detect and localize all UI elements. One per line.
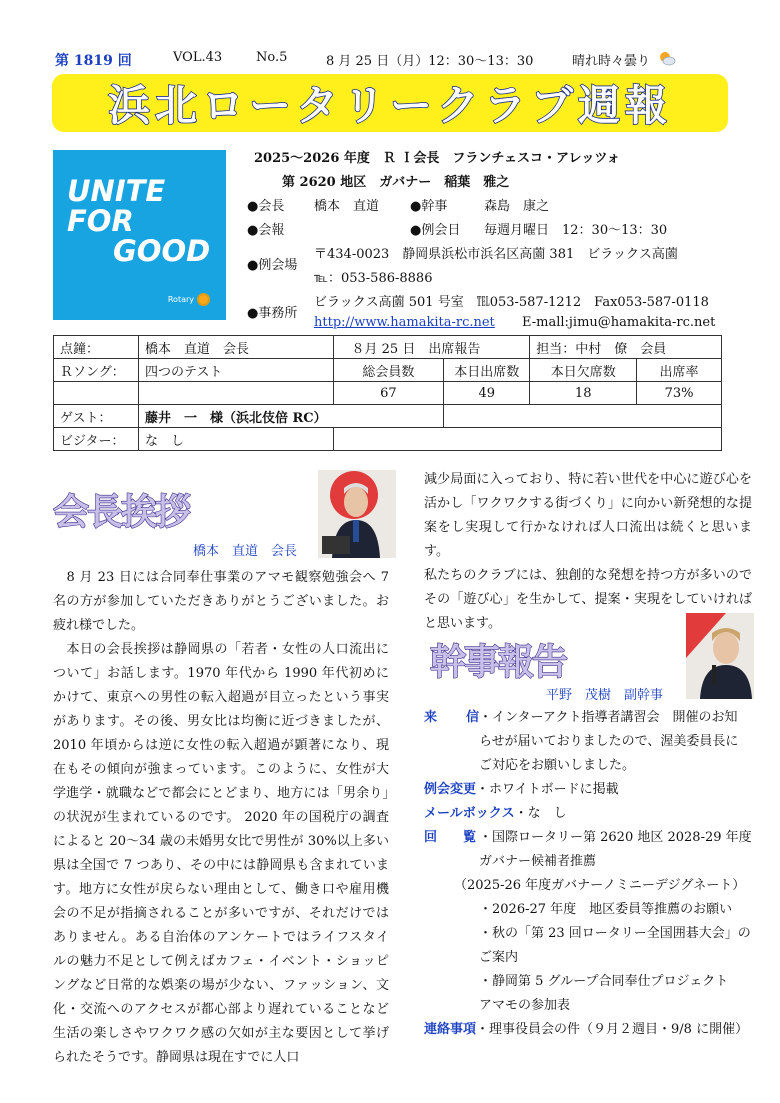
meeting-change-text: ・ホワイトボードに掲載 [476,782,619,797]
circulation-label: 回 覧 [424,830,477,845]
office-label: ●事務所 [247,306,298,321]
header-absent: 本日欠席数 [530,359,637,382]
header-total-members: 総会員数 [333,359,444,382]
incoming-mail-line2: らせが届いておりましたので、渥美委員長に [479,734,739,749]
song-label: Ｒソング： [54,359,139,382]
club-website-link[interactable]: http://www.hamakita-rc.net [314,315,495,330]
president-greeting-text: 8 月 23 日には合同奉仕事業のアマモ観察勉強会へ 7 名の方が参加していただきありがとうございました。お疲れ様でした。 本日の会長挨拶は静岡県の「若者・女性の人口流出について」お話します。1970 年代から 1990 年代初めにかけて、東京への男性の転入超過が目立ったという事実があります。その後、男女比は均衡に近づきましたが、2010 年頃からは逆に女性の転入超過が顕著になり、現在もその傾向が強まっています。このように、女性が大学進学・就職などで都会にとどまり、地方には「男余り」の状況が生まれているのです。 2020 年の国税庁の調査によると 20～34 歳の未婚男女比で男性が 30%以上多い県は全国で 7 つあり、その中には静岡県も含まれています。地方に女性が戻らない理由として、働き口や雇用機会の不足が指摘されることが多いですが、それだけではありません。ある自治体のアンケートではライフスタイルの魅力不足として例えばカフェ・イベント・ショッピングなど日常的な娯楽の場が少ない、ファッション、文化・交流へのアクセスが都心部より遅れていることなど生活の楽しさやワクワク感の欠如が主な要因として挙げられたそうです。静岡県は現在すでに人口 [53,570,389,1065]
attendance-charge: 担当：中村 僚 会員 [530,336,722,359]
guest-label: ゲスト： [54,405,139,428]
president-label: ●会長 [247,199,285,214]
circulation-line4: ・2026-27 年度 地区委員等推薦のお願い [479,902,733,917]
meeting-label: ●例会日 [410,223,461,238]
circulation-line5: ・秋の「第 23 回ロータリー全国囲碁大会」の [479,926,751,941]
meeting-change-label: 例会変更 [424,782,477,797]
mailbox-text: ・な し [514,806,567,821]
secretary-label: ●幹事 [410,199,448,214]
secretary-name: 森島 康之 [484,199,550,214]
attendance-table [53,335,722,451]
secretary-report-title: 幹事報告 [430,642,567,683]
circulation-line8: アマモの参加表 [479,998,571,1013]
venue-tel: ℡：053-586-8886 [314,271,433,286]
meeting-day: 毎週月曜日 12：30～13：30 [484,223,668,238]
meeting-datetime: 8 月 25 日（月）12：30～13：30 [326,54,534,69]
secretary-byline: 平野 茂樹 副幹事 [546,688,664,703]
rotary-wheel-icon: Rotary [168,293,210,306]
president-name: 橋本 直道 [314,199,380,214]
visitor-name: な し [138,428,333,451]
mailbox-label: メールボックス [424,806,515,821]
office-contact: ビラックス高薗 501 号室 ℡053-587-1212 Fax053-587-0118 [314,295,709,310]
attendance-report-title: ８月 25 日 出席報告 [333,336,530,359]
newsletter-title: 浜北ロータリークラブ週報 [107,81,672,130]
venue-label: ●例会場 [247,258,298,273]
unite-for-good-logo: UNITE FOR GOOD Rotary [53,150,226,320]
ri-president: 2025～2026 年度 Ｒ Ｉ会長 フランチェスコ・アレッツォ [254,151,620,166]
present-count: 49 [444,382,530,405]
weather: 晴れ時々曇り [572,54,651,69]
president-greeting-title: 会長挨拶 [53,492,190,533]
number: No.5 [256,50,288,65]
incoming-mail-line3: ご対応をお願いしました。 [479,758,636,773]
incoming-mail-label: 来 信 [424,710,481,725]
sun-cloud-icon [658,50,676,66]
contact-label: 連絡事項 [424,1022,477,1037]
visitor-label: ビジター： [54,428,139,451]
song-name: 四つのテスト [138,359,333,382]
president-photo [318,470,396,558]
header-present: 本日出席数 [444,359,530,382]
absent-count: 18 [530,382,637,405]
bell-label: 点鐘： [54,336,139,359]
newsletter-title-banner [52,74,728,132]
circulation-line1: ・国際ロータリー第 2620 地区 2028-29 年度 [479,830,752,845]
issue-number: 第 1819 回 [55,53,132,69]
attendance-rate: 73% [637,382,722,405]
volume: VOL.43 [173,50,223,65]
bell-person: 橋本 直道 会長 [138,336,333,359]
president-byline: 橋本 直道 会長 [193,544,298,559]
circulation-line2: ガバナー候補者推薦 [479,854,597,869]
circulation-line3: （2025-26 年度ガバナーノミニーデジグネート） [454,878,746,893]
contact-text: ・理事役員会の件（９月２週目・9/8 に開催） [476,1022,749,1037]
vice-secretary-photo [686,613,754,699]
total-members: 67 [333,382,444,405]
incoming-mail-line1: ・インターアクト指導者講習会 開催のお知 [479,710,738,725]
venue-address: 〒434-0023 静岡県浜松市浜名区高薗 381 ビラックス高薗 [314,247,678,262]
guest-name: 藤井 一 様（浜北伎倍 RC） [138,405,443,428]
president-greeting-continued: 減少局面に入っており、特に若い世代を中心に遊び心を活かし「ワクワクする街づくり」に向かい新発想的な提案をし実現して行かなければ人口流出は続くと思います。 私たちのクラブには、独創的な発想を持つ方が多いのでその「遊び心」を生かして、提案・実現をしていければと思います。 [424,472,752,631]
club-email: E-mall:jimu@hamakita-rc.net [522,315,716,330]
circulation-line7: ・静岡第 5 グループ合同奉仕プロジェクト [479,974,729,989]
header-rate: 出席率 [637,359,722,382]
district-governor: 第 2620 地区 ガバナー 稲葉 雅之 [282,175,510,190]
bulletin-label: ●会報 [247,223,285,238]
circulation-line6: ご案内 [479,950,519,965]
